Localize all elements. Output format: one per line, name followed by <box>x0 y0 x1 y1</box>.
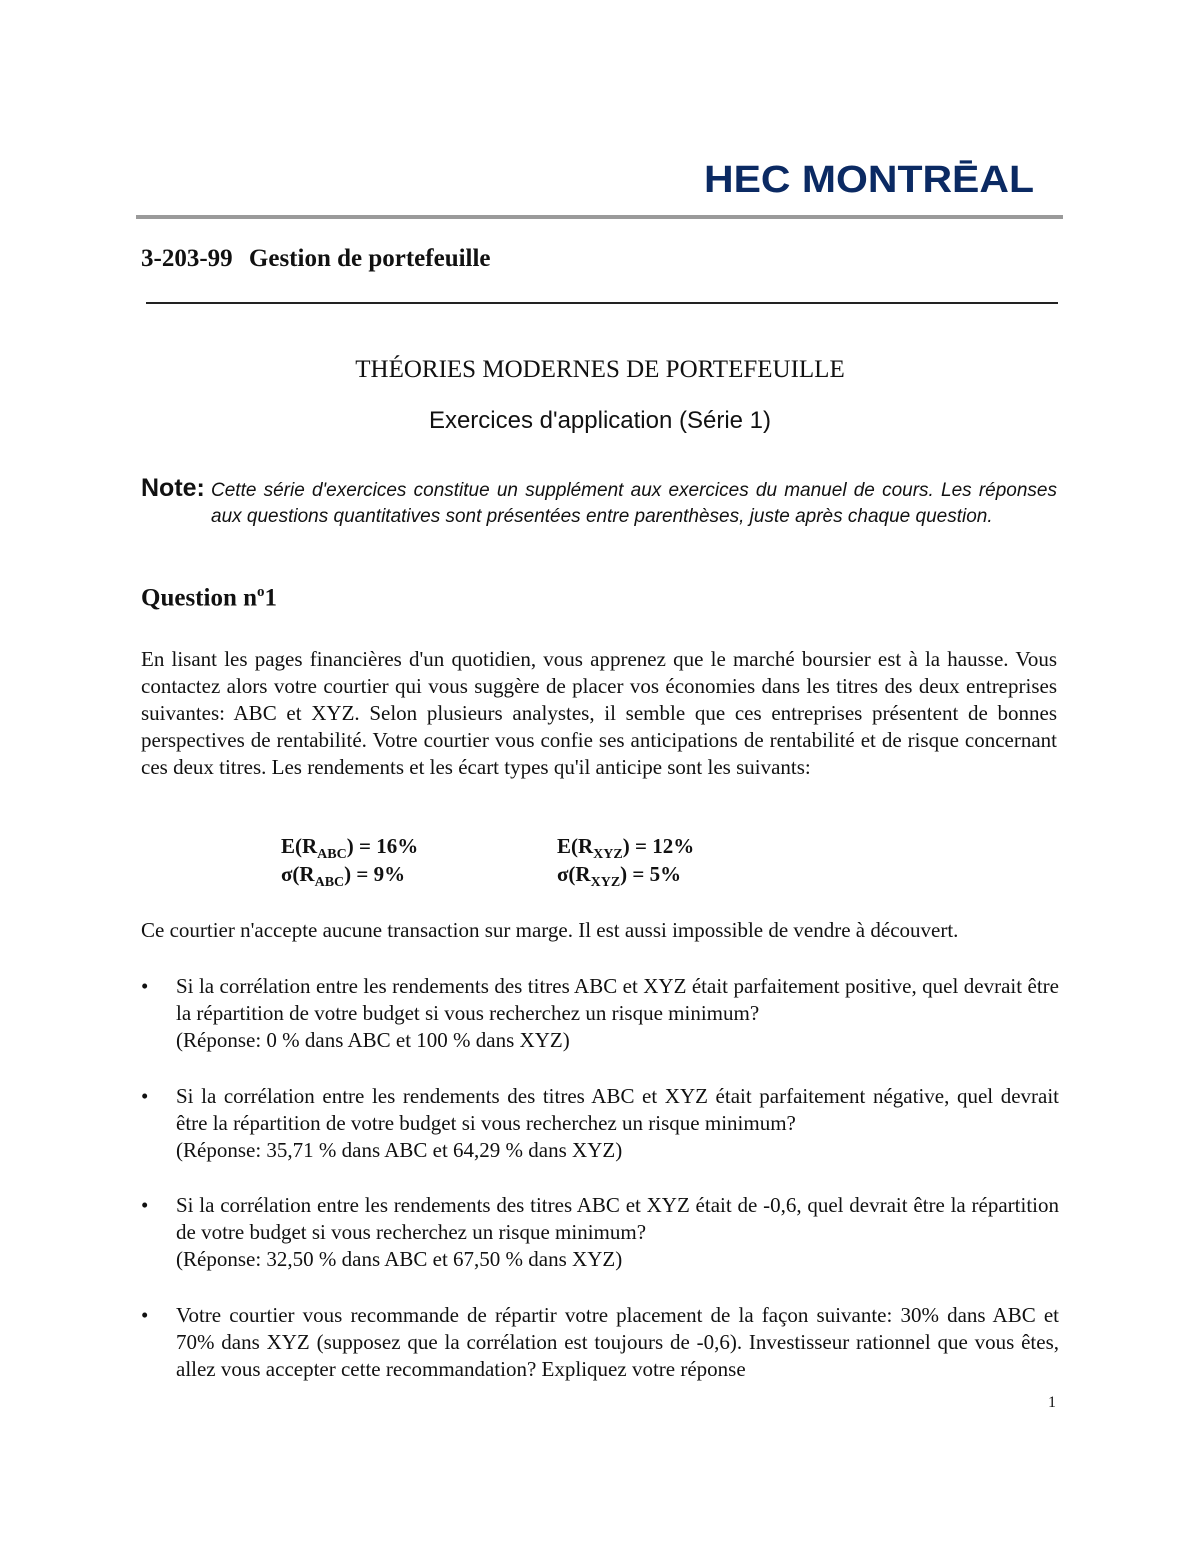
std-dev-xyz <box>557 862 681 891</box>
bullet-answer: (Réponse: 35,71 % dans ABC et 64,29 % dans XYZ) <box>176 1138 623 1162</box>
bullet-icon: • <box>141 1084 149 1108</box>
page-number: 1 <box>1048 1394 1056 1411</box>
expected-return-xyz <box>557 834 694 863</box>
course-code: 3-203-99 <box>141 245 233 272</box>
question-heading-prefix: Question n <box>141 584 258 612</box>
eq-value: ) = 12% <box>622 834 695 858</box>
eq-sub: XYZ <box>593 847 623 863</box>
course-name: Gestion de portefeuille <box>248 245 491 272</box>
eq-prefix: E(R <box>557 834 594 858</box>
bullet-icon: • <box>141 974 149 998</box>
eq-value: ) = 9% <box>344 862 406 886</box>
logo-text: HEC MONTRĒAL <box>704 159 1034 200</box>
eq-sub: ABC <box>314 875 345 891</box>
eq-value: ) = 5% <box>620 862 682 886</box>
expected-return-abc <box>281 834 418 863</box>
eq-prefix: σ(R <box>281 862 315 886</box>
document-title: THÉORIES MODERNES DE PORTEFEUILLE <box>355 356 845 383</box>
document-subtitle: Exercices d'application (Série 1) <box>428 407 772 434</box>
question-heading-sup: o <box>257 584 265 600</box>
trading-constraint: Ce courtier n'accepte aucune transaction sur marge. Il est aussi impossible de vendre à découvert. <box>141 918 959 942</box>
eq-value: ) = 16% <box>346 834 419 858</box>
note-label: Note: <box>141 474 205 502</box>
eq-prefix: σ(R <box>557 862 591 886</box>
bullet-icon: • <box>141 1193 149 1217</box>
std-dev-abc <box>281 862 405 891</box>
list-item <box>141 1083 1059 1164</box>
hec-logo-graphic <box>704 152 1036 200</box>
bullet-icon: • <box>141 1303 149 1327</box>
bullet-answer: (Réponse: 32,50 % dans ABC et 67,50 % dans XYZ) <box>176 1247 623 1271</box>
bullet-question: Votre courtier vous recommande de répartir votre placement de la façon suivante: 30% dans ABC et 70% dans XYZ (supposez que la corrélation est toujours de -0,6). Investisseur rationnel que vous êtes, allez vous accepter cette recommandation? Expliquez votre réponse <box>176 1303 1059 1381</box>
bullet-question: Si la corrélation entre les rendements des titres ABC et XYZ était de -0,6, quel devrait être la répartition de votre budget si vous recherchez un risque minimum? <box>176 1193 1059 1244</box>
list-item <box>141 973 1059 1054</box>
eq-prefix: E(R <box>281 834 318 858</box>
bullet-answer: (Réponse: 0 % dans ABC et 100 % dans XYZ) <box>176 1028 570 1052</box>
question-heading-number: 1 <box>264 584 278 612</box>
course-rule <box>146 302 1058 304</box>
question-heading <box>141 584 277 612</box>
question-intro: En lisant les pages financières d'un quotidien, vous apprenez que le marché boursier est à la hausse. Vous contactez alors votre courtier qui vous suggère de placer vos économies dans les titres des deux entreprises suivantes: ABC et XYZ. Selon plusieurs analystes, il semble que ces entreprises présentent de bonnes perspectives de rentabilité. Votre courtier vous confie ses anticipations de rentabilité et de risque concernant ces deux titres. Les rendements et les écart types qu'il anticipe sont les suivants: <box>141 647 1057 779</box>
bullet-question: Si la corrélation entre les rendements des titres ABC et XYZ était parfaitement positive, quel devrait être la répartition de votre budget si vous recherchez un risque minimum? <box>176 974 1059 1025</box>
bullet-question: Si la corrélation entre les rendements des titres ABC et XYZ était parfaitement négative, quel devrait être la répartition de votre budget si vous recherchez un risque minimum? <box>176 1084 1059 1135</box>
course-title <box>141 245 491 273</box>
eq-sub: ABC <box>317 847 347 863</box>
header-rule <box>136 215 1063 219</box>
note-text: Cette série d'exercices constitue un supplément aux exercices du manuel de cours. Les réponses aux questions quantitatives sont présentées entre parenthèses, juste après chaque question. <box>211 480 1057 527</box>
list-item <box>141 1302 1059 1383</box>
list-item <box>141 1192 1059 1273</box>
hec-montreal-logo <box>704 152 1036 200</box>
eq-sub: XYZ <box>590 875 621 891</box>
